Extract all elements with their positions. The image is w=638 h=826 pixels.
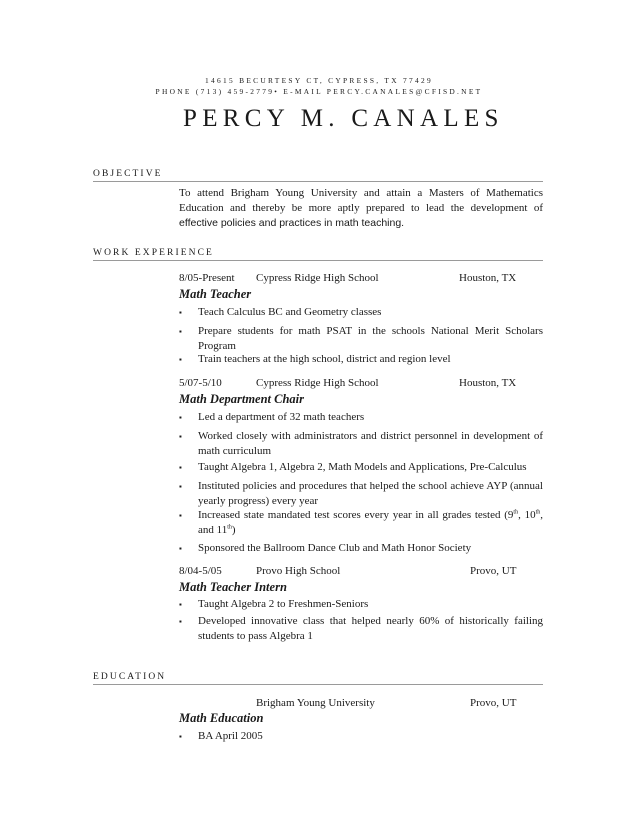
bullet-icon: ▪	[179, 413, 182, 422]
list-item: ▪ BA April 2005	[179, 730, 263, 742]
list-item	[179, 508, 543, 538]
job-dates: 5/07-5/10	[179, 377, 222, 389]
list-item: ▪ Teach Calculus BC and Geometry classes	[179, 306, 382, 318]
list-item: ▪ Prepare students for math PSAT in the schools National Merit Scholars Program	[179, 325, 543, 352]
job-school: Provo High School	[256, 565, 341, 577]
bullet-icon: ▪	[179, 511, 182, 520]
job-location: Houston, TX	[459, 272, 517, 284]
list-item: ▪ Sponsored the Ballroom Dance Club and Math Honor Society	[179, 542, 472, 554]
bullet-icon: ▪	[179, 600, 182, 609]
job-location: Houston, TX	[459, 377, 517, 389]
education-heading: EDUCATION	[93, 672, 167, 682]
contact-line: PHONE (713) 459-2779• E-MAIL PERCY.CANALES@CFISD.NET	[155, 87, 483, 96]
job-school: Cypress Ridge High School	[256, 377, 379, 389]
list-item: ▪ Taught Algebra 1, Algebra 2, Math Models and Applications, Pre-Calculus	[179, 461, 527, 473]
job-location: Provo, UT	[470, 565, 517, 577]
list-item: ▪ Developed innovative class that helped nearly 60% of historically failing students to pass Algebra 1	[179, 615, 543, 642]
list-item: ▪ Instituted policies and procedures that helped the school achieve AYP (annual yearly progress) every year	[179, 480, 543, 507]
job-title: Math Department Chair	[179, 392, 305, 406]
education-title: Math Education	[179, 711, 264, 725]
objective-divider	[93, 181, 543, 182]
job-title: Math Teacher Intern	[179, 580, 287, 594]
work-divider	[93, 260, 543, 261]
job-dates: 8/05-Present	[179, 272, 235, 284]
objective-text	[179, 186, 543, 231]
address-line: 14615 BECURTESY CT, CYPRESS, TX 77429	[204, 76, 434, 85]
bullet-icon: ▪	[179, 432, 182, 441]
list-item: ▪ Worked closely with administrators and district personnel in development of math curriculum	[179, 430, 543, 457]
list-item: ▪ Train teachers at the high school, district and region level	[179, 353, 451, 365]
work-heading: WORK EXPERIENCE	[93, 248, 214, 258]
bullet-icon: ▪	[179, 482, 182, 491]
objective-body: To attend Brigham Young University and attain a Masters of Mathematics Education and thereby be more aptly prepared to lead the development of	[179, 187, 543, 214]
list-item: ▪ Led a department of 32 math teachers	[179, 411, 365, 423]
education-school: Brigham Young University	[256, 697, 375, 709]
job-title: Math Teacher	[179, 287, 252, 301]
bullet-icon: ▪	[179, 327, 182, 336]
bullet-icon: ▪	[179, 732, 182, 741]
objective-tail: effective policies and practices in math teaching.	[179, 217, 405, 229]
bullet-icon: ▪	[179, 463, 182, 472]
bullet-icon: ▪	[179, 355, 182, 364]
bullet-icon: ▪	[179, 544, 182, 553]
education-location: Provo, UT	[470, 697, 517, 709]
bullet-icon: ▪	[179, 617, 182, 626]
job-dates: 8/04-5/05	[179, 565, 222, 577]
scores-bullet: Increased state mandated test scores every year in all grades tested (9th, 10th, and 11th)	[198, 509, 543, 536]
resume-name: PERCY M. CANALES	[183, 105, 504, 132]
education-divider	[93, 684, 543, 685]
bullet-icon: ▪	[179, 308, 182, 317]
list-item: ▪ Taught Algebra 2 to Freshmen-Seniors	[179, 598, 369, 610]
job-school: Cypress Ridge High School	[256, 272, 379, 284]
objective-heading: OBJECTIVE	[93, 169, 163, 179]
